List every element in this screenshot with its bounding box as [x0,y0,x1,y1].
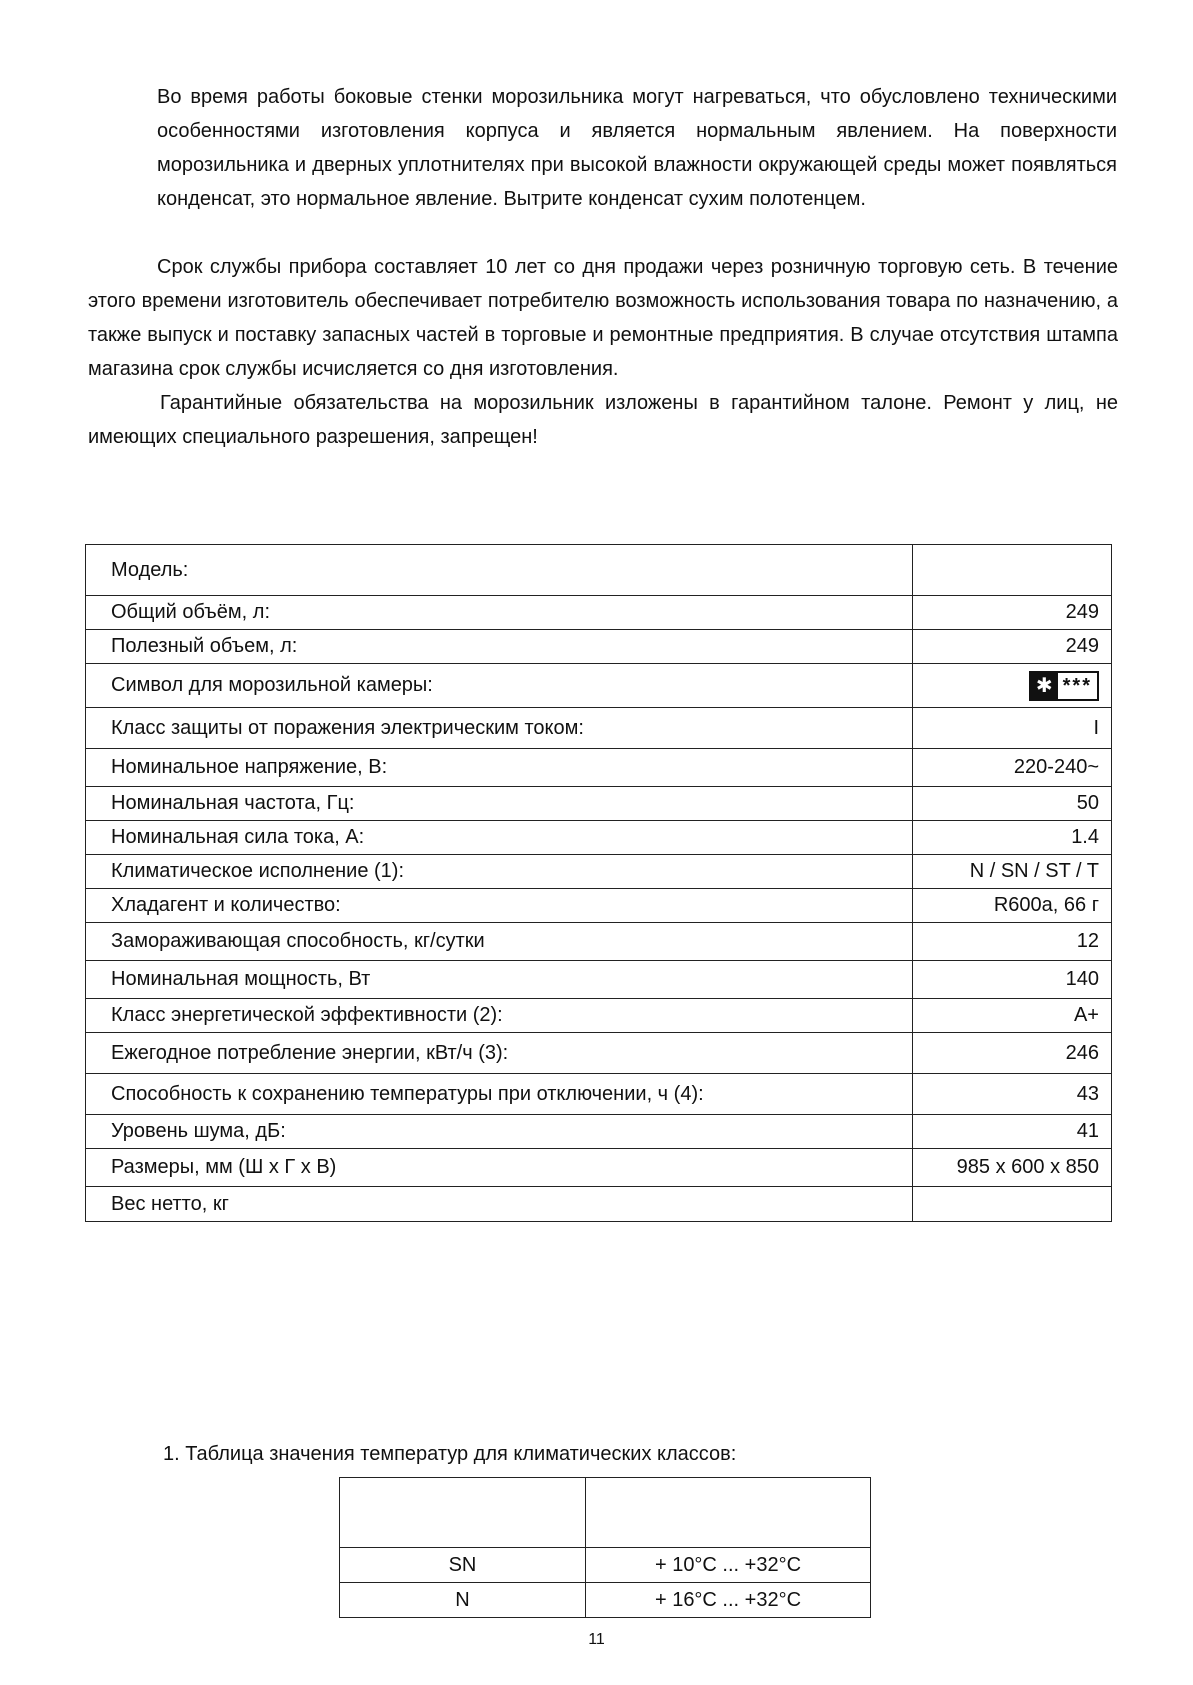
spec-value: А+ [913,999,1112,1033]
spec-label: Уровень шума, дБ: [86,1115,913,1149]
table-row [86,664,1112,708]
spec-value: 41 [913,1115,1112,1149]
table-row [86,1115,1112,1149]
spec-label: Номинальное напряжение, В: [86,749,913,787]
page-number: 11 [588,1631,605,1648]
climate-class: SN [340,1548,586,1583]
spec-label: Класс защиты от поражения электрическим током: [86,708,913,749]
spec-value [913,1187,1112,1222]
table-row [86,545,1112,596]
climate-range: + 16°C ... +32°C [586,1583,871,1618]
spec-value [913,545,1112,596]
climate-class: N [340,1583,586,1618]
table-row [86,855,1112,889]
spec-value: 1.4 [913,821,1112,855]
climate-header-range [586,1478,871,1548]
spec-value: 246 [913,1033,1112,1074]
intro-paragraph-2: Срок службы прибора составляет 10 лет со дня продажи через розничную торговую сеть. В течение этого времени изготовитель обеспечивает потребителю возможность использования товара по назначению, а также выпуск и поставку запасных частей в торговые и ремонтные предприятия. В случае отсутствия штампа магазина срок службы исчисляется со дня изготовления. [88,256,1118,380]
spec-label: Класс энергетической эффективности (2): [86,999,913,1033]
intro-paragraph-3: Гарантийные обязательства на морозильник изложены в гарантийном талоне. Ремонт у лиц, не имеющих специального разрешения, запрещен! [88,392,1118,448]
climate-header-class [340,1478,586,1548]
snowflake-icon: ✱ [1031,673,1058,699]
spec-label: Номинальная мощность, Вт [86,961,913,999]
spec-label: Размеры, мм (Ш х Г х В) [86,1149,913,1187]
spec-value: N / SN / ST / T [913,855,1112,889]
spec-label: Замораживающая способность, кг/сутки [86,923,913,961]
spec-label: Вес нетто, кг [86,1187,913,1222]
spec-label: Номинальная сила тока, А: [86,821,913,855]
table-row [86,1187,1112,1222]
table-row [86,1033,1112,1074]
table-row [340,1548,871,1583]
spec-label: Полезный объем, л: [86,630,913,664]
table-row [86,1074,1112,1115]
spec-value: 220-240~ [913,749,1112,787]
spec-value [913,664,1112,708]
spec-label: Хладагент и количество: [86,889,913,923]
table-row [86,923,1112,961]
climate-table-title: 1. Таблица значения температур для климатических классов: [163,1443,737,1465]
spec-label: Способность к сохранению температуры при отключении, ч (4): [86,1074,913,1115]
table-row [86,821,1112,855]
spec-value: 249 [913,630,1112,664]
spec-value: 43 [913,1074,1112,1115]
spec-label: Номинальная частота, Гц: [86,787,913,821]
table-row [86,787,1112,821]
spec-value: 249 [913,596,1112,630]
table-row [340,1478,871,1548]
table-row [86,596,1112,630]
spec-value: 12 [913,923,1112,961]
climate-range: + 10°C ... +32°C [586,1548,871,1583]
specs-table [85,544,1112,1222]
table-row [340,1583,871,1618]
spec-value: I [913,708,1112,749]
freezer-star-rating-icon [1029,671,1099,701]
table-row [86,889,1112,923]
climate-table [339,1477,871,1618]
spec-value: 140 [913,961,1112,999]
table-row [86,749,1112,787]
table-row [86,961,1112,999]
stars-icon: *** [1062,674,1092,697]
spec-value: 50 [913,787,1112,821]
spec-label: Символ для морозильной камеры: [86,664,913,708]
intro-paragraph-1: Во время работы боковые стенки морозильника могут нагреваться, что обусловлено техническими особенностями изготовления корпуса и является нормальным явлением. На поверхности морозильника и дверных уплотнителях при высокой влажности окружающей среды может появляться конденсат, это нормальное явление. Вытрите конденсат сухим полотенцем. [157,86,1117,210]
spec-label: Общий объём, л: [86,596,913,630]
spec-value: R600a, 66 г [913,889,1112,923]
spec-label: Ежегодное потребление энергии, кВт/ч (3): [86,1033,913,1074]
table-row [86,708,1112,749]
spec-value: 985 x 600 x 850 [913,1149,1112,1187]
spec-label: Модель: [86,545,913,596]
table-row [86,999,1112,1033]
spec-label: Климатическое исполнение (1): [86,855,913,889]
table-row [86,630,1112,664]
table-row [86,1149,1112,1187]
